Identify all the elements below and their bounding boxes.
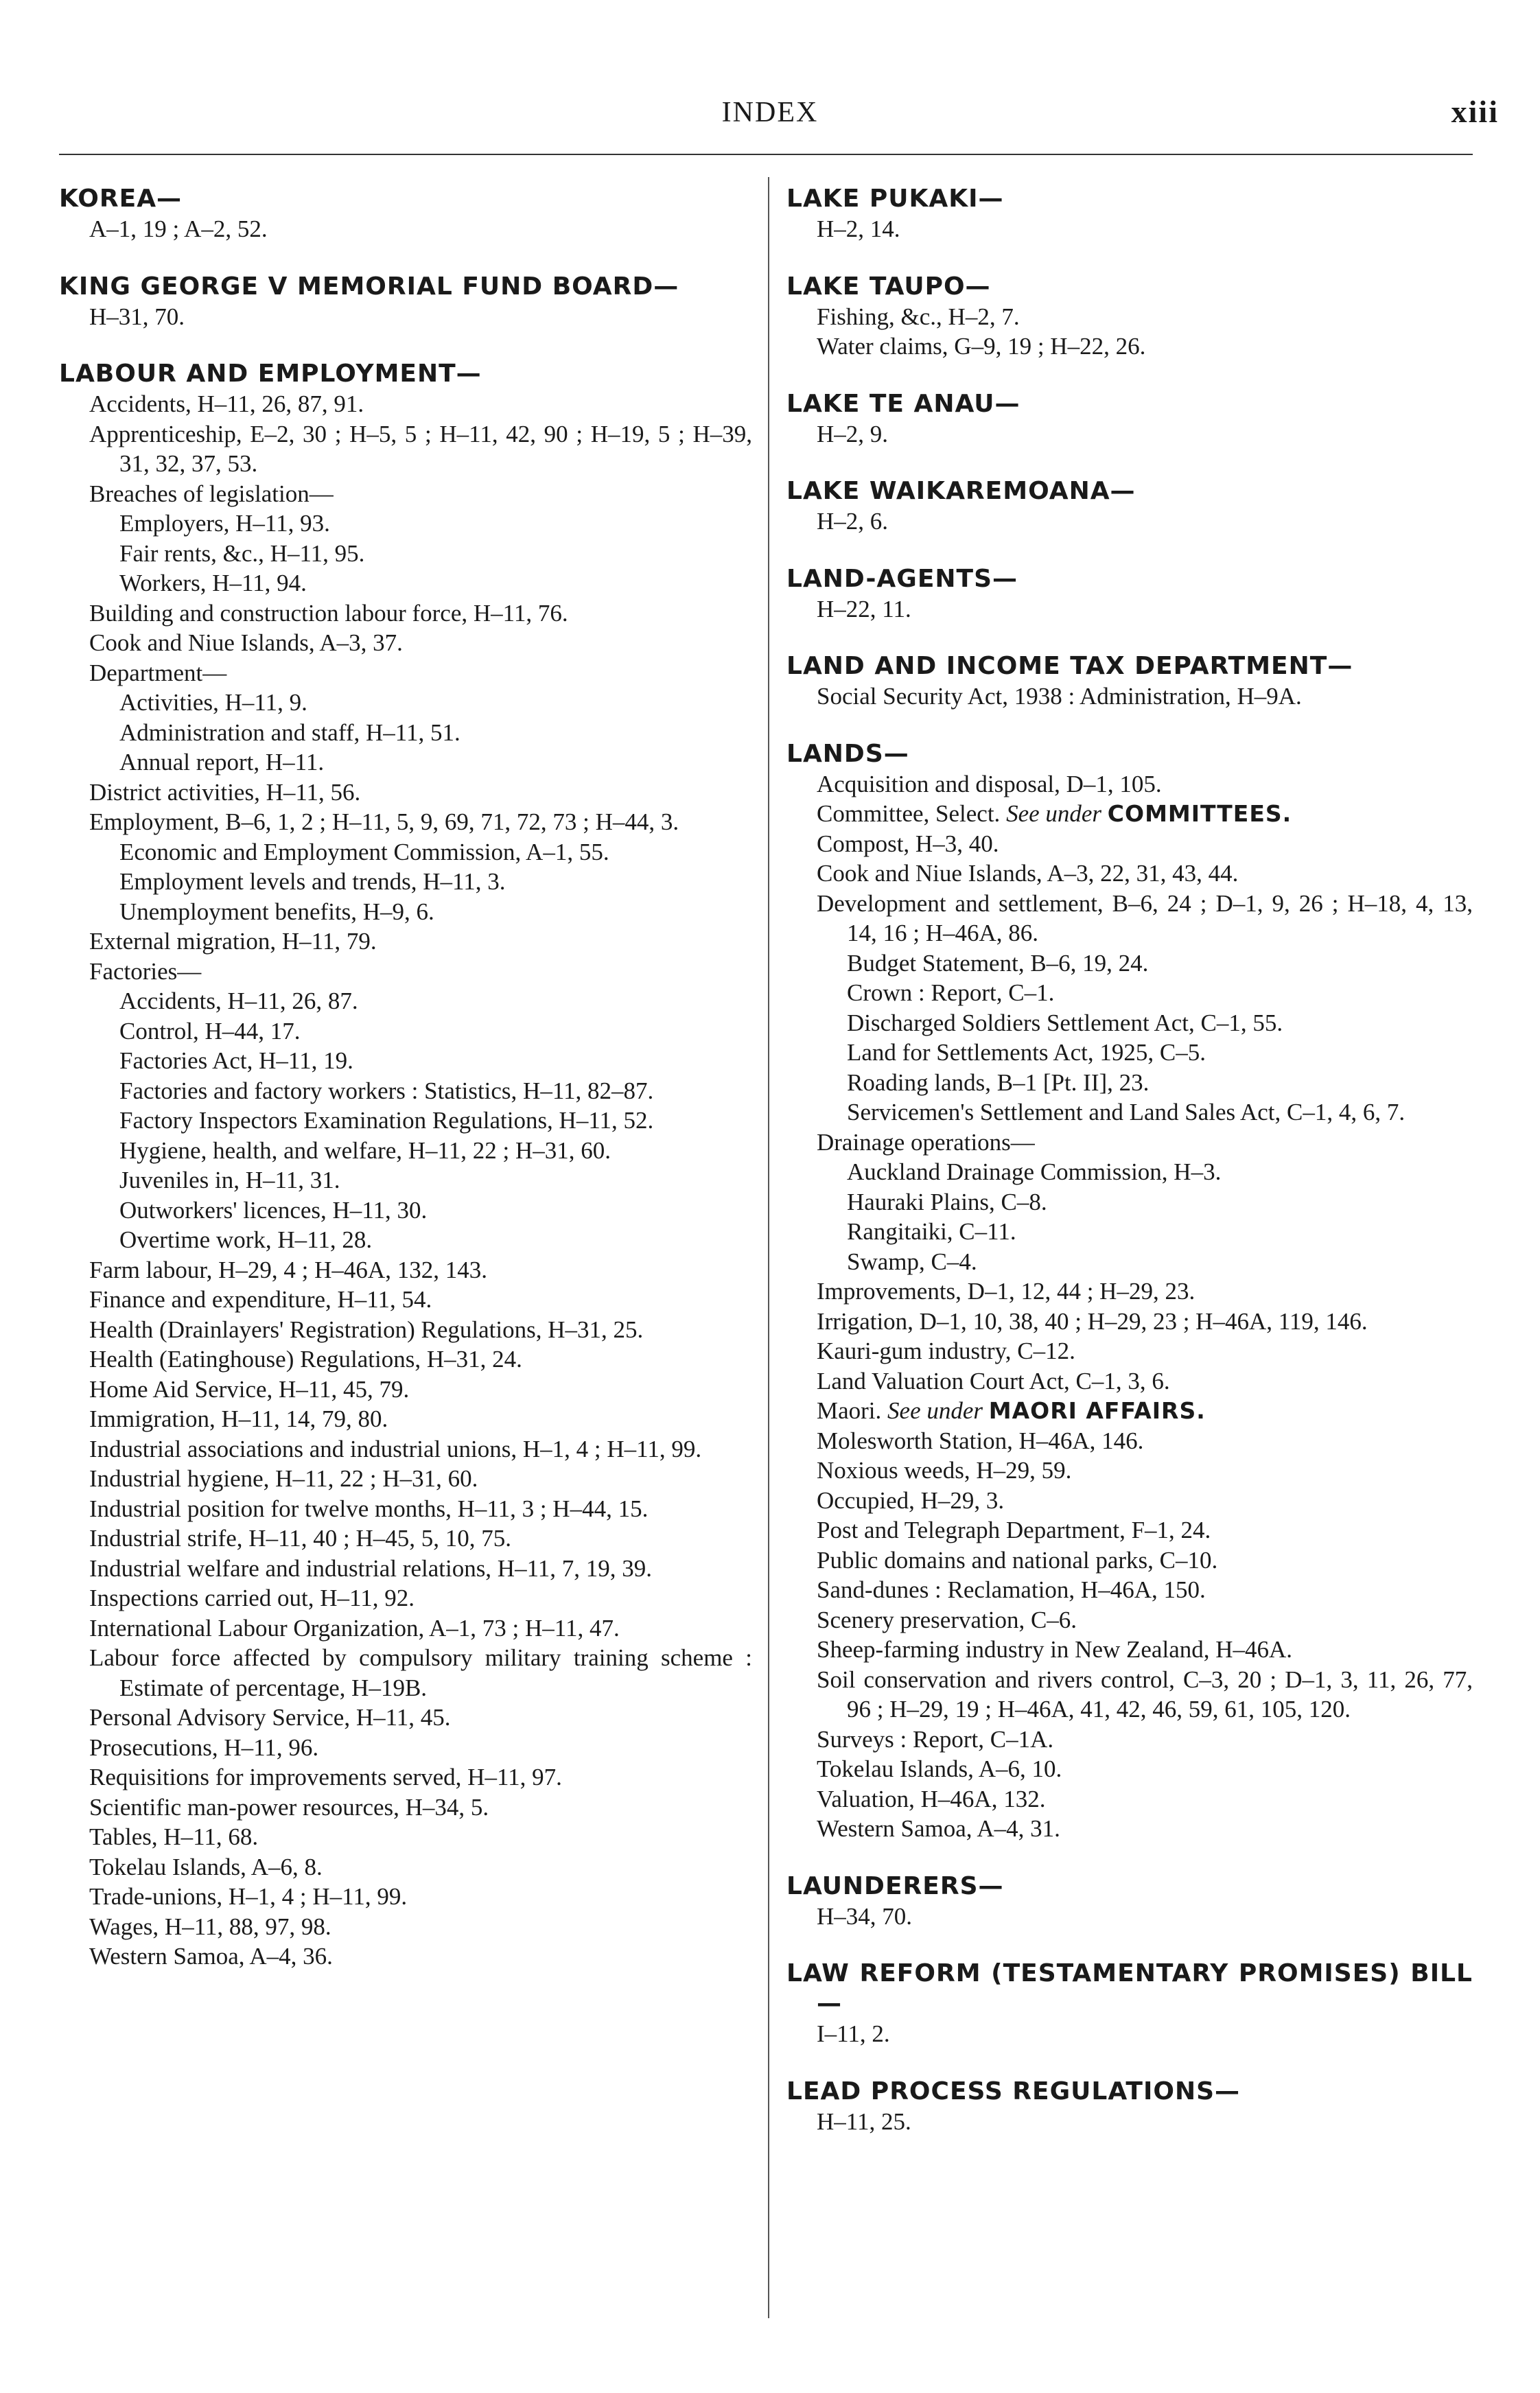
index-subentry: Auckland Drainage Commission, H–3.: [847, 1158, 1222, 1185]
index-entry-lead-process-regulations: [786, 2077, 1473, 2137]
index-subentry: I–11, 2.: [817, 2020, 890, 2047]
column-divider: [768, 177, 769, 2318]
index-subentry: Industrial welfare and industrial relations, H–11, 7, 19, 39.: [89, 1554, 653, 1582]
index-entry-king-george-v-memorial-fund-board: [59, 272, 752, 332]
left-column: [59, 184, 752, 1972]
index-subentry: Industrial strife, H–11, 40 ; H–45, 5, 10, 75.: [89, 1525, 512, 1552]
index-subentry: Molesworth Station, H–46A, 146.: [817, 1427, 1144, 1454]
index-subentry: Health (Eatinghouse) Regulations, H–31, 24.: [89, 1346, 522, 1373]
index-subentry: Cook and Niue Islands, A–3, 22, 31, 43, 44.: [817, 860, 1239, 887]
index-subentry: Factories—: [89, 957, 202, 985]
index-subentry: Annual report, H–11.: [119, 749, 325, 775]
index-entry-labour-and-employment: [59, 359, 752, 1972]
index-entry-land-agents: [786, 564, 1473, 624]
index-heading: LEAD PROCESS REGULATIONS—: [786, 2077, 1241, 2105]
index-subentry: Employment, B–6, 1, 2 ; H–11, 5, 9, 69, 71, 72, 73 ; H–44, 3.: [89, 808, 679, 835]
index-heading: LAND-AGENTS—: [786, 564, 1018, 593]
index-subentry: Control, H–44, 17.: [119, 1017, 301, 1044]
subentry-text: Maori.: [817, 1397, 888, 1424]
header-rule: [59, 154, 1473, 155]
index-subentry: H–11, 25.: [817, 2108, 911, 2135]
index-subentry: A–1, 19 ; A–2, 52.: [89, 215, 268, 242]
index-subentry: Western Samoa, A–4, 31.: [817, 1815, 1060, 1842]
page-number: xiii: [1451, 94, 1499, 129]
index-subentry: Finance and expenditure, H–11, 54.: [89, 1286, 432, 1313]
index-subentry: Post and Telegraph Department, F–1, 24.: [817, 1517, 1211, 1543]
cross-reference: MAORI AFFAIRS.: [988, 1397, 1206, 1424]
index-subentry: H–34, 70.: [817, 1902, 913, 1930]
index-subentry: Breaches of legislation—: [89, 480, 334, 507]
index-subentry: Western Samoa, A–4, 36.: [89, 1943, 333, 1970]
index-subentry: Scenery preservation, C–6.: [817, 1606, 1077, 1633]
index-subentry: Social Security Act, 1938 : Administration, H–9A.: [817, 683, 1302, 710]
index-subentry: H–2, 6.: [817, 508, 889, 535]
index-subentry: Fishing, &c., H–2, 7.: [817, 303, 1020, 330]
index-subentry: Fair rents, &c., H–11, 95.: [119, 539, 365, 567]
index-subentry: Activities, H–11, 9.: [119, 689, 307, 716]
index-subentry: External migration, H–11, 79.: [89, 928, 377, 955]
index-subentry: Land for Settlements Act, 1925, C–5.: [847, 1039, 1206, 1066]
index-entry-lake-waikaremoana: [786, 476, 1473, 537]
index-subentry: Requisitions for improvements served, H–11, 97.: [89, 1764, 562, 1790]
index-subentry: Land Valuation Court Act, C–1, 3, 6.: [817, 1367, 1170, 1394]
index-subentry: Health (Drainlayers' Registration) Regulations, H–31, 25.: [89, 1316, 644, 1343]
index-subentry: Improvements, D–1, 12, 44 ; H–29, 23.: [817, 1278, 1195, 1305]
index-heading: LAKE TAUPO—: [786, 272, 991, 301]
cross-reference: COMMITTEES.: [1107, 800, 1292, 827]
index-subentry: Sand-dunes : Reclamation, H–46A, 150.: [817, 1576, 1206, 1603]
index-subentry: [786, 799, 1473, 829]
index-subentry: Department—: [89, 659, 227, 686]
index-subentry: Valuation, H–46A, 132.: [817, 1785, 1046, 1812]
index-subentry: Noxious weeds, H–29, 59.: [817, 1457, 1072, 1484]
index-heading: LANDS—: [786, 739, 909, 768]
index-subentry: Accidents, H–11, 26, 87, 91.: [89, 390, 364, 417]
index-subentry: Development and settlement, B–6, 24 ; D–1, 9, 26 ; H–18, 4, 13, 14, 16 ; H–46A, 86.: [817, 889, 1473, 946]
index-subentry: Water claims, G–9, 19 ; H–22, 26.: [817, 333, 1146, 360]
index-subentry: Crown : Report, C–1.: [847, 979, 1055, 1006]
index-subentry: Kauri-gum industry, C–12.: [817, 1338, 1075, 1364]
index-subentry: Acquisition and disposal, D–1, 105.: [817, 770, 1162, 797]
index-heading: LABOUR AND EMPLOYMENT—: [59, 360, 482, 388]
index-subentry: Discharged Soldiers Settlement Act, C–1, 55.: [847, 1009, 1283, 1036]
index-subentry: Unemployment benefits, H–9, 6.: [119, 898, 434, 925]
index-entry-law-reform-testamentary-promises-bill: [786, 1959, 1473, 2049]
index-subentry: Workers, H–11, 94.: [119, 570, 307, 596]
index-heading: LAUNDERERS—: [786, 1871, 1004, 1900]
page-title: INDEX: [721, 97, 819, 128]
index-subentry: Factory Inspectors Examination Regulations, H–11, 52.: [119, 1107, 654, 1134]
index-subentry: Outworkers' licences, H–11, 30.: [119, 1196, 428, 1224]
index-entry-korea: [59, 184, 752, 244]
index-subentry: Hygiene, health, and welfare, H–11, 22 ; H–31, 60.: [119, 1136, 611, 1164]
index-subentry: District activities, H–11, 56.: [89, 778, 361, 806]
index-heading: LAW REFORM (TESTAMENTARY PROMISES) BILL—: [786, 1959, 1473, 2018]
index-subentry: Budget Statement, B–6, 19, 24.: [847, 949, 1149, 977]
index-subentry: Building and construction labour force, H–11, 76.: [89, 599, 568, 627]
index-subentry: H–31, 70.: [89, 303, 185, 330]
index-heading: KING GEORGE V MEMORIAL FUND BOARD—: [59, 272, 679, 301]
index-subentry: Factories and factory workers : Statistics, H–11, 82–87.: [119, 1077, 654, 1104]
index-subentry: Servicemen's Settlement and Land Sales Act, C–1, 4, 6, 7.: [847, 1099, 1405, 1125]
index-entry-lake-taupo: [786, 272, 1473, 362]
index-subentry: Apprenticeship, E–2, 30 ; H–5, 5 ; H–11, 42, 90 ; H–19, 5 ; H–39, 31, 32, 37, 53.: [89, 420, 752, 477]
see-under-label: See under: [1006, 800, 1102, 827]
index-subentry: Trade-unions, H–1, 4 ; H–11, 99.: [89, 1883, 408, 1910]
index-subentry: Immigration, H–11, 14, 79, 80.: [89, 1405, 388, 1432]
index-subentry: Administration and staff, H–11, 51.: [119, 719, 460, 746]
index-subentry: Home Aid Service, H–11, 45, 79.: [89, 1375, 410, 1403]
index-subentry: International Labour Organization, A–1, 73 ; H–11, 47.: [89, 1614, 620, 1642]
index-subentry: Industrial associations and industrial unions, H–1, 4 ; H–11, 99.: [89, 1435, 702, 1462]
index-subentry: Surveys : Report, C–1A.: [817, 1725, 1054, 1753]
index-subentry: [786, 1396, 1473, 1426]
index-subentry: Irrigation, D–1, 10, 38, 40 ; H–29, 23 ; H–46A, 119, 146.: [817, 1307, 1368, 1335]
index-subentry: Soil conservation and rivers control, C–3, 20 ; D–1, 3, 11, 26, 77, 96 ; H–29, 19 ; H–46A, 41, 42, 46, 59, 61, 105, 120.: [817, 1666, 1473, 1723]
index-subentry: Tokelau Islands, A–6, 10.: [817, 1755, 1062, 1782]
index-entry-lake-pukaki: [786, 184, 1473, 244]
index-subentry: Factories Act, H–11, 19.: [119, 1047, 353, 1074]
index-subentry: Tokelau Islands, A–6, 8.: [89, 1853, 323, 1880]
index-subentry: Industrial position for twelve months, H–11, 3 ; H–44, 15.: [89, 1495, 649, 1522]
index-subentry: H–22, 11.: [817, 595, 911, 622]
index-subentry: Farm labour, H–29, 4 ; H–46A, 132, 143.: [89, 1256, 487, 1283]
index-subentry: Sheep-farming industry in New Zealand, H–46A.: [817, 1636, 1293, 1663]
index-subentry: Wages, H–11, 88, 97, 98.: [89, 1913, 331, 1940]
index-subentry: Accidents, H–11, 26, 87.: [119, 988, 358, 1014]
index-subentry: Swamp, C–4.: [847, 1248, 977, 1275]
index-subentry: Tables, H–11, 68.: [89, 1823, 259, 1850]
index-entry-launderers: [786, 1871, 1473, 1932]
index-entry-lake-te-anau: [786, 389, 1473, 450]
index-subentry: Employment levels and trends, H–11, 3.: [119, 868, 506, 895]
index-subentry: H–2, 14.: [817, 215, 900, 242]
index-heading: LAKE PUKAKI—: [786, 185, 1004, 213]
index-subentry: Public domains and national parks, C–10.: [817, 1546, 1218, 1574]
index-subentry: Prosecutions, H–11, 96.: [89, 1734, 319, 1761]
index-subentry: Hauraki Plains, C–8.: [847, 1188, 1047, 1215]
index-subentry: Occupied, H–29, 3.: [817, 1486, 1005, 1514]
index-entry-lands: [786, 739, 1473, 1844]
index-subentry: Scientific man-power resources, H–34, 5.: [89, 1793, 489, 1821]
index-subentry: Industrial hygiene, H–11, 22 ; H–31, 60.: [89, 1465, 478, 1492]
index-heading: LAKE TE ANAU—: [786, 389, 1020, 418]
index-heading: KOREA—: [59, 185, 183, 213]
index-subentry: Roading lands, B–1 [Pt. II], 23.: [847, 1069, 1150, 1096]
index-subentry: Overtime work, H–11, 28.: [119, 1226, 373, 1253]
index-entry-land-and-income-tax-department: [786, 651, 1473, 712]
index-subentry: H–2, 9.: [817, 420, 889, 447]
index-subentry: Cook and Niue Islands, A–3, 37.: [89, 629, 403, 656]
index-heading: LAND AND INCOME TAX DEPARTMENT—: [786, 652, 1353, 680]
index-subentry: Drainage operations—: [817, 1128, 1035, 1156]
index-heading: LAKE WAIKAREMOANA—: [786, 477, 1136, 505]
index-subentry: Inspections carried out, H–11, 92.: [89, 1585, 415, 1611]
index-subentry: Rangitaiki, C–11.: [847, 1218, 1016, 1245]
right-column: [786, 184, 1473, 2136]
index-subentry: Labour force affected by compulsory military training scheme : Estimate of percentage, H–19B.: [89, 1644, 752, 1701]
subentry-text: Committee, Select.: [817, 800, 1007, 827]
index-subentry: Compost, H–3, 40.: [817, 830, 999, 857]
see-under-label: See under: [887, 1397, 983, 1424]
index-subentry: Personal Advisory Service, H–11, 45.: [89, 1704, 451, 1731]
index-subentry: Economic and Employment Commission, A–1, 55.: [119, 838, 609, 865]
index-subentry: Employers, H–11, 93.: [119, 510, 330, 537]
index-subentry: Juveniles in, H–11, 31.: [119, 1167, 340, 1193]
